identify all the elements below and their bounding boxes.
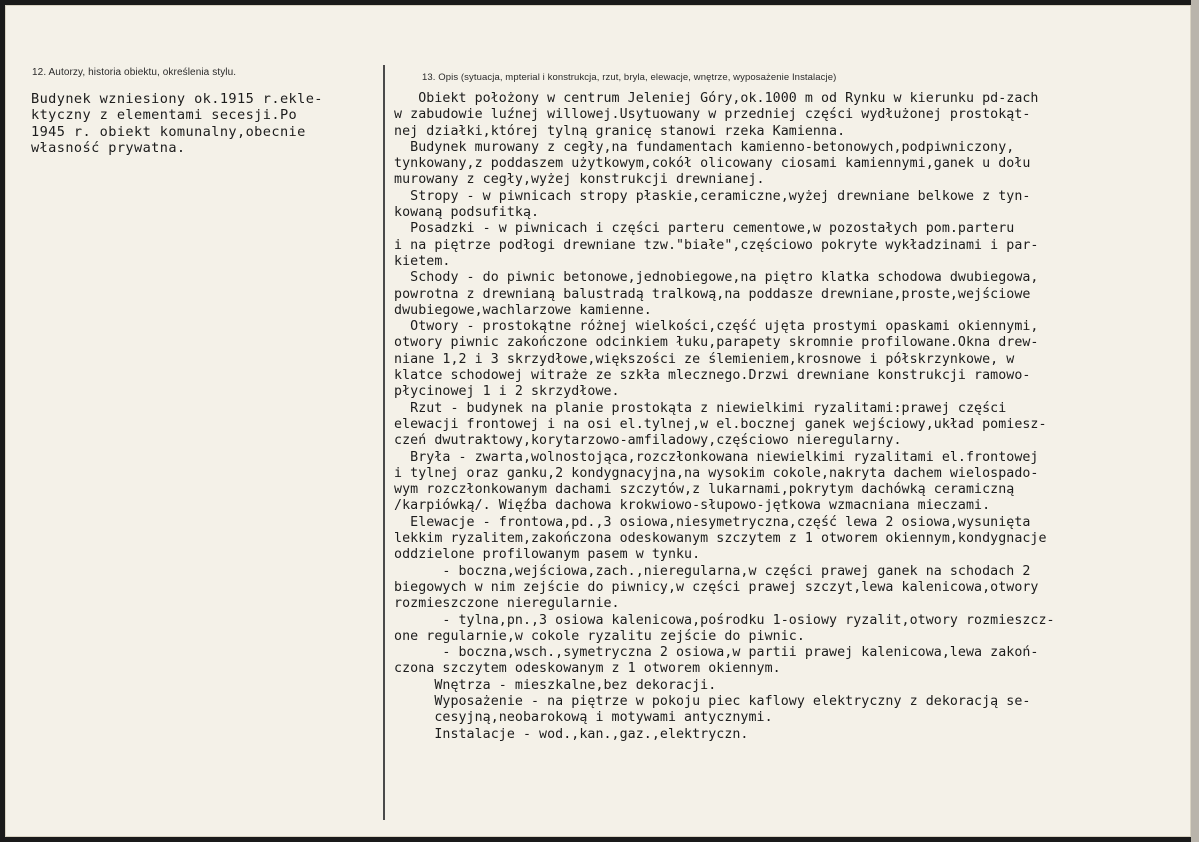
section-13-text-line: i tylnej oraz ganku,2 kondygnacyjna,na wysokim cokole,nakryta dachem wielospado-	[386, 465, 1039, 481]
section-13-text-line: elewacji frontowej i na osi el.tylnej,w el.bocznej ganek wejściowy,układ pomiesz-	[386, 416, 1047, 432]
section-13-text-line: otwory piwnic zakończone odcinkiem łuku,parapety skromnie profilowane.Okna drew-	[386, 335, 1039, 351]
section-13-heading: 13. Opis (sytuacja, mpterial i konstrukcja, rzut, bryla, elewacje, wnętrze, wyposażenie Instalacje)	[422, 72, 837, 83]
section-13-text-line: powrotna z drewnianą balustradą tralkową,na poddasze drewniane,proste,wejściowe	[386, 286, 1031, 302]
section-13-text-line: klatce schodowej witraże ze szkła mlecznego.Drzwi drewniane konstrukcji ramowo-	[386, 368, 1031, 384]
section-12-text-line: własność prywatna.	[31, 139, 186, 156]
section-12-text	[31, 91, 323, 156]
section-13-text-line: wym rozczłonkowanym dachami szczytów,z lukarnami,pokrytym dachówką ceramiczną	[386, 482, 1015, 498]
section-13-text-line: - boczna,wsch.,symetryczna 2 osiowa,w partii prawej kalenicowa,lewa zakoń-	[386, 645, 1039, 661]
section-13-text-line: - boczna,wejściowa,zach.,nieregularna,w części prawej ganek na schodach 2	[386, 563, 1031, 579]
section-13-text-line: i na piętrze podłogi drewniane tzw."białe",częściowo pokryte wykładzinami i par-	[386, 237, 1039, 253]
section-13-text-line: nej działki,której tylną granicę stanowi rzeka Kamienna.	[386, 123, 846, 139]
section-13-text-line: Bryła - zwarta,wolnostojąca,rozczłonkowana niewielkimi ryzalitami el.frontowej	[386, 449, 1039, 465]
section-13-text-line: Obiekt położony w centrum Jeleniej Góry,ok.1000 m od Rynku w kierunku pd-zach	[386, 91, 1039, 106]
section-13-text-line: Stropy - w piwnicach stropy płaskie,ceramiczne,wyżej drewniane belkowe z tyn-	[386, 188, 1031, 204]
section-13-text-line: czeń dwutraktowy,korytarzowo-amfiladowy,częściowo nieregularny.	[386, 433, 902, 449]
section-13-text-line: Posadzki - w piwnicach i części parteru cementowe,w pozostałych pom.parteru	[386, 221, 1015, 237]
section-13-text-line: Rzut - budynek na planie prostokąta z niewielkimi ryzalitami:prawej części	[386, 400, 1007, 416]
section-12-text-line: Budynek wzniesiony ok.1915 r.ekle-	[31, 91, 323, 107]
section-13-text-line: Otwory - prostokątne różnej wielkości,część ujęta prostymi opaskami okiennymi,	[386, 319, 1039, 335]
section-13-text-line: Budynek murowany z cegły,na fundamentach kamienno-betonowych,podpiwniczony,	[386, 139, 1015, 155]
section-13-text-line: tynkowany,z poddaszem użytkowym,cokół olicowany ciosami kamiennymi,ganek u dołu	[386, 156, 1031, 172]
section-13-text-line: murowany z cegły,wyżej konstrukcji drewnianej.	[386, 172, 765, 188]
scan-edge	[1191, 0, 1199, 842]
section-13-text-line: płycinowej 1 i 2 skrzydłowe.	[386, 384, 620, 400]
section-13-text-line: kietem.	[386, 253, 451, 269]
section-13-text-line: rozmieszczone nieregularnie.	[386, 596, 620, 612]
section-13-text-line: Elewacje - frontowa,pd.,3 osiowa,niesymetryczna,część lewa 2 osiowa,wysunięta	[386, 514, 1031, 530]
section-13-text-line: w zabudowie luźnej willowej.Usytuowany w przedniej części wydłużonej prostokąt-	[386, 107, 1031, 123]
section-12-text-line: 1945 r. obiekt komunalny,obecnie	[31, 123, 306, 140]
section-13-text-line: Schody - do piwnic betonowe,jednobiegowe,na piętro klatka schodowa dwubiegowa,	[386, 270, 1039, 286]
section-13-text-line: Wnętrza - mieszkalne,bez dekoracji.	[386, 677, 717, 693]
section-13-text-line: kowaną podsufitką.	[386, 205, 540, 221]
section-13-text-line: czona szczytem odeskowanym z 1 otworem okiennym.	[386, 661, 781, 677]
column-divider	[383, 65, 385, 820]
section-13-text-line: biegowych w nim zejście do piwnicy,w części prawej szczyt,lewa kalenicowa,otwory	[386, 579, 1039, 595]
section-13-text-line: oddzielone profilowanym pasem w tynku.	[386, 547, 701, 563]
section-13-text-line: one regularnie,w cokole ryzalitu zejście do piwnic.	[386, 628, 805, 644]
section-12-heading: 12. Autorzy, historia obiektu, określenia stylu.	[32, 67, 237, 78]
section-13-text-line: cesyjną,neobarokową i motywami antycznymi.	[386, 710, 773, 726]
section-13-text-line: /karpiówką/. Więźba dachowa krokwiowo-słupowo-jętkowa wzmacniana mieczami.	[386, 498, 991, 514]
section-13-text-line: niane 1,2 i 3 skrzydłowe,większości ze ślemieniem,krosnowe i półskrzynkowe, w	[386, 351, 1015, 367]
section-13-text-line: dwubiegowe,wachlarzowe kamienne.	[386, 302, 652, 318]
section-13-text-line: lekkim ryzalitem,zakończona odeskowanym szczytem z 1 otworem okiennym,kondygnacje	[386, 531, 1047, 547]
section-13-text-line: - tylna,pn.,3 osiowa kalenicowa,pośrodku 1-osiowy ryzalit,otwory rozmieszcz-	[386, 612, 1055, 628]
section-12-text-line: ktyczny z elementami secesji.Po	[31, 107, 298, 124]
section-13-text	[386, 91, 1189, 743]
section-13-text-line: Wyposażenie - na piętrze w pokoju piec kaflowy elektryczny z dekoracją se-	[386, 693, 1031, 709]
section-13-text-line: Instalacje - wod.,kan.,gaz.,elektryczn.	[386, 726, 749, 742]
